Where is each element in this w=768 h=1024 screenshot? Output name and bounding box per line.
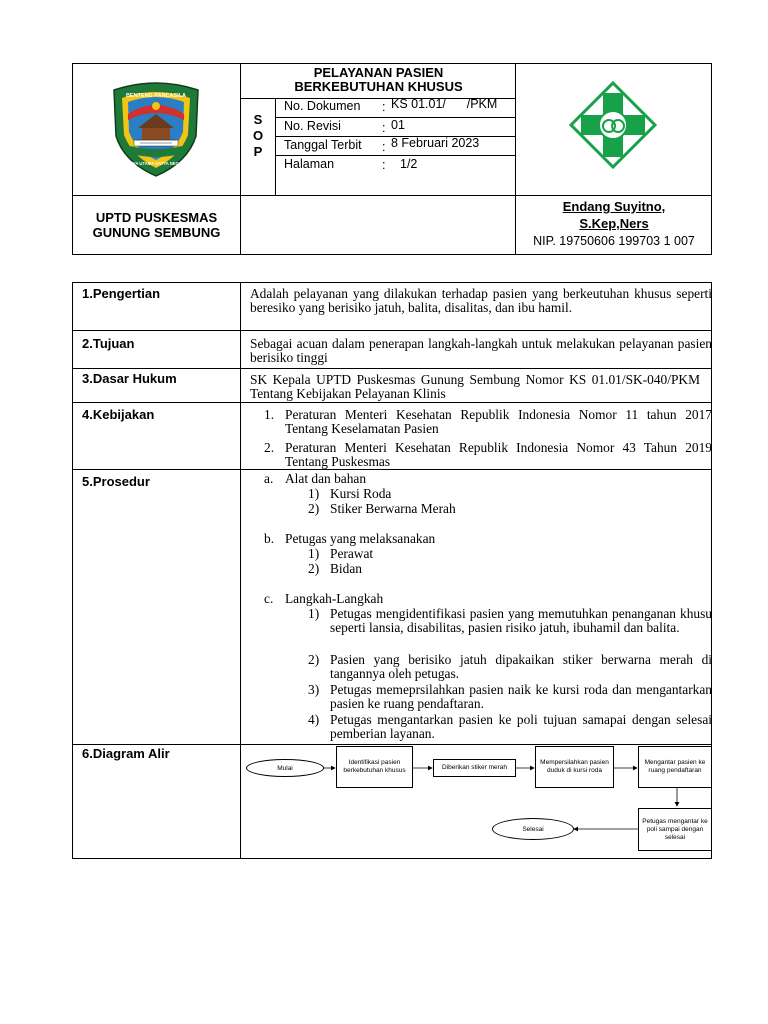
- sop-letter-o: O: [252, 128, 264, 143]
- flow-step-wheelchair: Mempersilahkan pasien duduk di kursi roda: [535, 746, 614, 788]
- pengertian-text: Adalah pelayanan yang dilakukan terhadap pasien yang berkeutuhan khusus seperti beresiko yang berisiko jatuh, balita, disalitas, dan ibu hamil.: [250, 286, 712, 315]
- content-divider: [72, 402, 712, 403]
- sop-letter-s: S: [253, 112, 263, 127]
- section-label-dasar-hukum: 3.Dasar Hukum: [82, 371, 177, 386]
- prosedur-a-title: Alat dan bahan: [285, 471, 367, 486]
- section-label-prosedur: 5.Prosedur: [82, 474, 150, 489]
- doc-number-colon: :: [382, 100, 386, 114]
- langkah-step-text: Petugas mengidentifikasi pasien yang memutuhkan penanganan khusu seperti lansia, disabilitas, pasien risiko jatuh, ibuhamil dan balita.: [330, 606, 712, 635]
- prosedur-a-item-text: Kursi Roda: [330, 486, 392, 501]
- flow-step-identify: Identifikasi pasien berkebutuhan khusus: [336, 746, 413, 788]
- doc-number-value: KS 01.01/ /PKM: [391, 97, 498, 111]
- langkah-step-number: 2): [308, 652, 320, 667]
- page-label: Halaman: [284, 157, 335, 171]
- title-line-1: PELAYANAN PASIEN: [313, 65, 444, 80]
- prosedur-c-title: Langkah-Langkah: [285, 591, 384, 606]
- header-divider: [275, 155, 515, 156]
- flow-start-node: Mulai: [246, 759, 324, 777]
- revision-colon: :: [382, 121, 386, 135]
- document-title: [241, 66, 516, 94]
- prosedur-a-item-number: 2): [308, 501, 320, 516]
- content-divider: [72, 368, 712, 369]
- flow-step-sticker: Diberikan stiker merah: [433, 759, 516, 777]
- issue-date-label: Tanggal Terbit: [284, 138, 362, 152]
- revision-value: 01: [391, 118, 405, 132]
- prosedur-b-letter: b.: [264, 531, 275, 546]
- header-divider: [72, 195, 712, 196]
- header-divider: [275, 98, 276, 195]
- puskesmas-logo: [569, 81, 657, 174]
- langkah-step-text: Pasien yang berisiko jatuh dipakaikan stiker berwarna merah di tangannya oleh petugas.: [330, 652, 712, 681]
- langkah-step-text: Petugas mengantarkan pasien ke poli tujuan samapai dengan selesai pemberian layanan.: [330, 712, 712, 741]
- page-value: 1/2: [400, 157, 418, 171]
- issue-date-value: 8 Februari 2023: [391, 136, 480, 150]
- sop-letter-p: P: [253, 144, 263, 159]
- content-divider: [72, 330, 712, 331]
- langkah-step-text: Petugas memeprsilahkan pasien naik ke kursi roda dan mengantarkan pasien ke ruang pendaftaran.: [330, 682, 712, 711]
- emblem-text-bottom: KARYA UTAMA SATYA NEGARA: [124, 161, 188, 166]
- kebijakan-item-number: 2.: [264, 440, 275, 455]
- prosedur-b-title: Petugas yang melaksanakan: [285, 531, 436, 546]
- prosedur-a-item-text: Stiker Berwarna Merah: [330, 501, 456, 516]
- revision-label: No. Revisi: [284, 119, 341, 133]
- prosedur-a-item-number: 1): [308, 486, 320, 501]
- signer-line-1: Endang Suyitno,: [562, 199, 666, 214]
- emblem-text-top: BENTENG PANCASILA: [125, 93, 187, 99]
- kebijakan-item-text: Peraturan Menteri Kesehatan Republik Indonesia Nomor 43 Tahun 2019 Tentang Puskesmas: [285, 440, 712, 469]
- doc-number-label: No. Dokumen: [284, 99, 361, 113]
- signer-line-2: S.Kep,Ners: [579, 216, 649, 231]
- content-divider: [72, 469, 712, 470]
- prosedur-b-item-number: 1): [308, 546, 320, 561]
- page-colon: :: [382, 158, 386, 172]
- regency-emblem-logo: [108, 80, 204, 183]
- issue-date-colon: :: [382, 140, 386, 154]
- prosedur-a-letter: a.: [264, 471, 274, 486]
- section-label-pengertian: 1.Pengertian: [82, 286, 161, 301]
- tujuan-text: Sebagai acuan dalam penerapan langkah-langkah untuk melakukan pelayanan pasien berisiko tinggi: [250, 336, 712, 365]
- signer-nip: NIP. 19750606 199703 1 007: [533, 234, 695, 248]
- prosedur-c-letter: c.: [264, 591, 274, 606]
- kebijakan-item-text: Peraturan Menteri Kesehatan Republik Indonesia Nomor 11 tahun 2017 Tentang Keselamatan Pasien: [285, 407, 712, 436]
- langkah-step-number: 1): [308, 606, 320, 621]
- section-label-diagram-alir: 6.Diagram Alir: [82, 746, 170, 761]
- organization-line-1: UPTD PUSKESMAS: [95, 210, 218, 225]
- langkah-step-number: 3): [308, 682, 320, 697]
- kebijakan-item-number: 1.: [264, 407, 275, 422]
- title-line-2: BERKEBUTUHAN KHUSUS: [294, 79, 463, 94]
- flow-step-poli: Petugas mengantar ke poli sampai dengan selesai: [638, 808, 712, 851]
- signer-name: [516, 198, 712, 232]
- dasar-hukum-text: SK Kepala UPTD Puskesmas Gunung Sembung Nomor KS 01.01/SK-040/PKM Tentang Kebijakan Pelayanan Klinis: [250, 372, 700, 401]
- organization-name: [72, 210, 241, 240]
- flow-end-node: Selesai: [492, 818, 574, 840]
- section-label-kebijakan: 4.Kebijakan: [82, 407, 155, 422]
- prosedur-b-item-text: Bidan: [330, 561, 362, 576]
- flow-step-registration: Mengantar pasien ke ruang pendaftaran: [638, 746, 712, 788]
- section-label-tujuan: 2.Tujuan: [82, 336, 135, 351]
- langkah-step-number: 4): [308, 712, 320, 727]
- prosedur-b-item-text: Perawat: [330, 546, 374, 561]
- prosedur-b-item-number: 2): [308, 561, 320, 576]
- organization-line-2: GUNUNG SEMBUNG: [92, 225, 221, 240]
